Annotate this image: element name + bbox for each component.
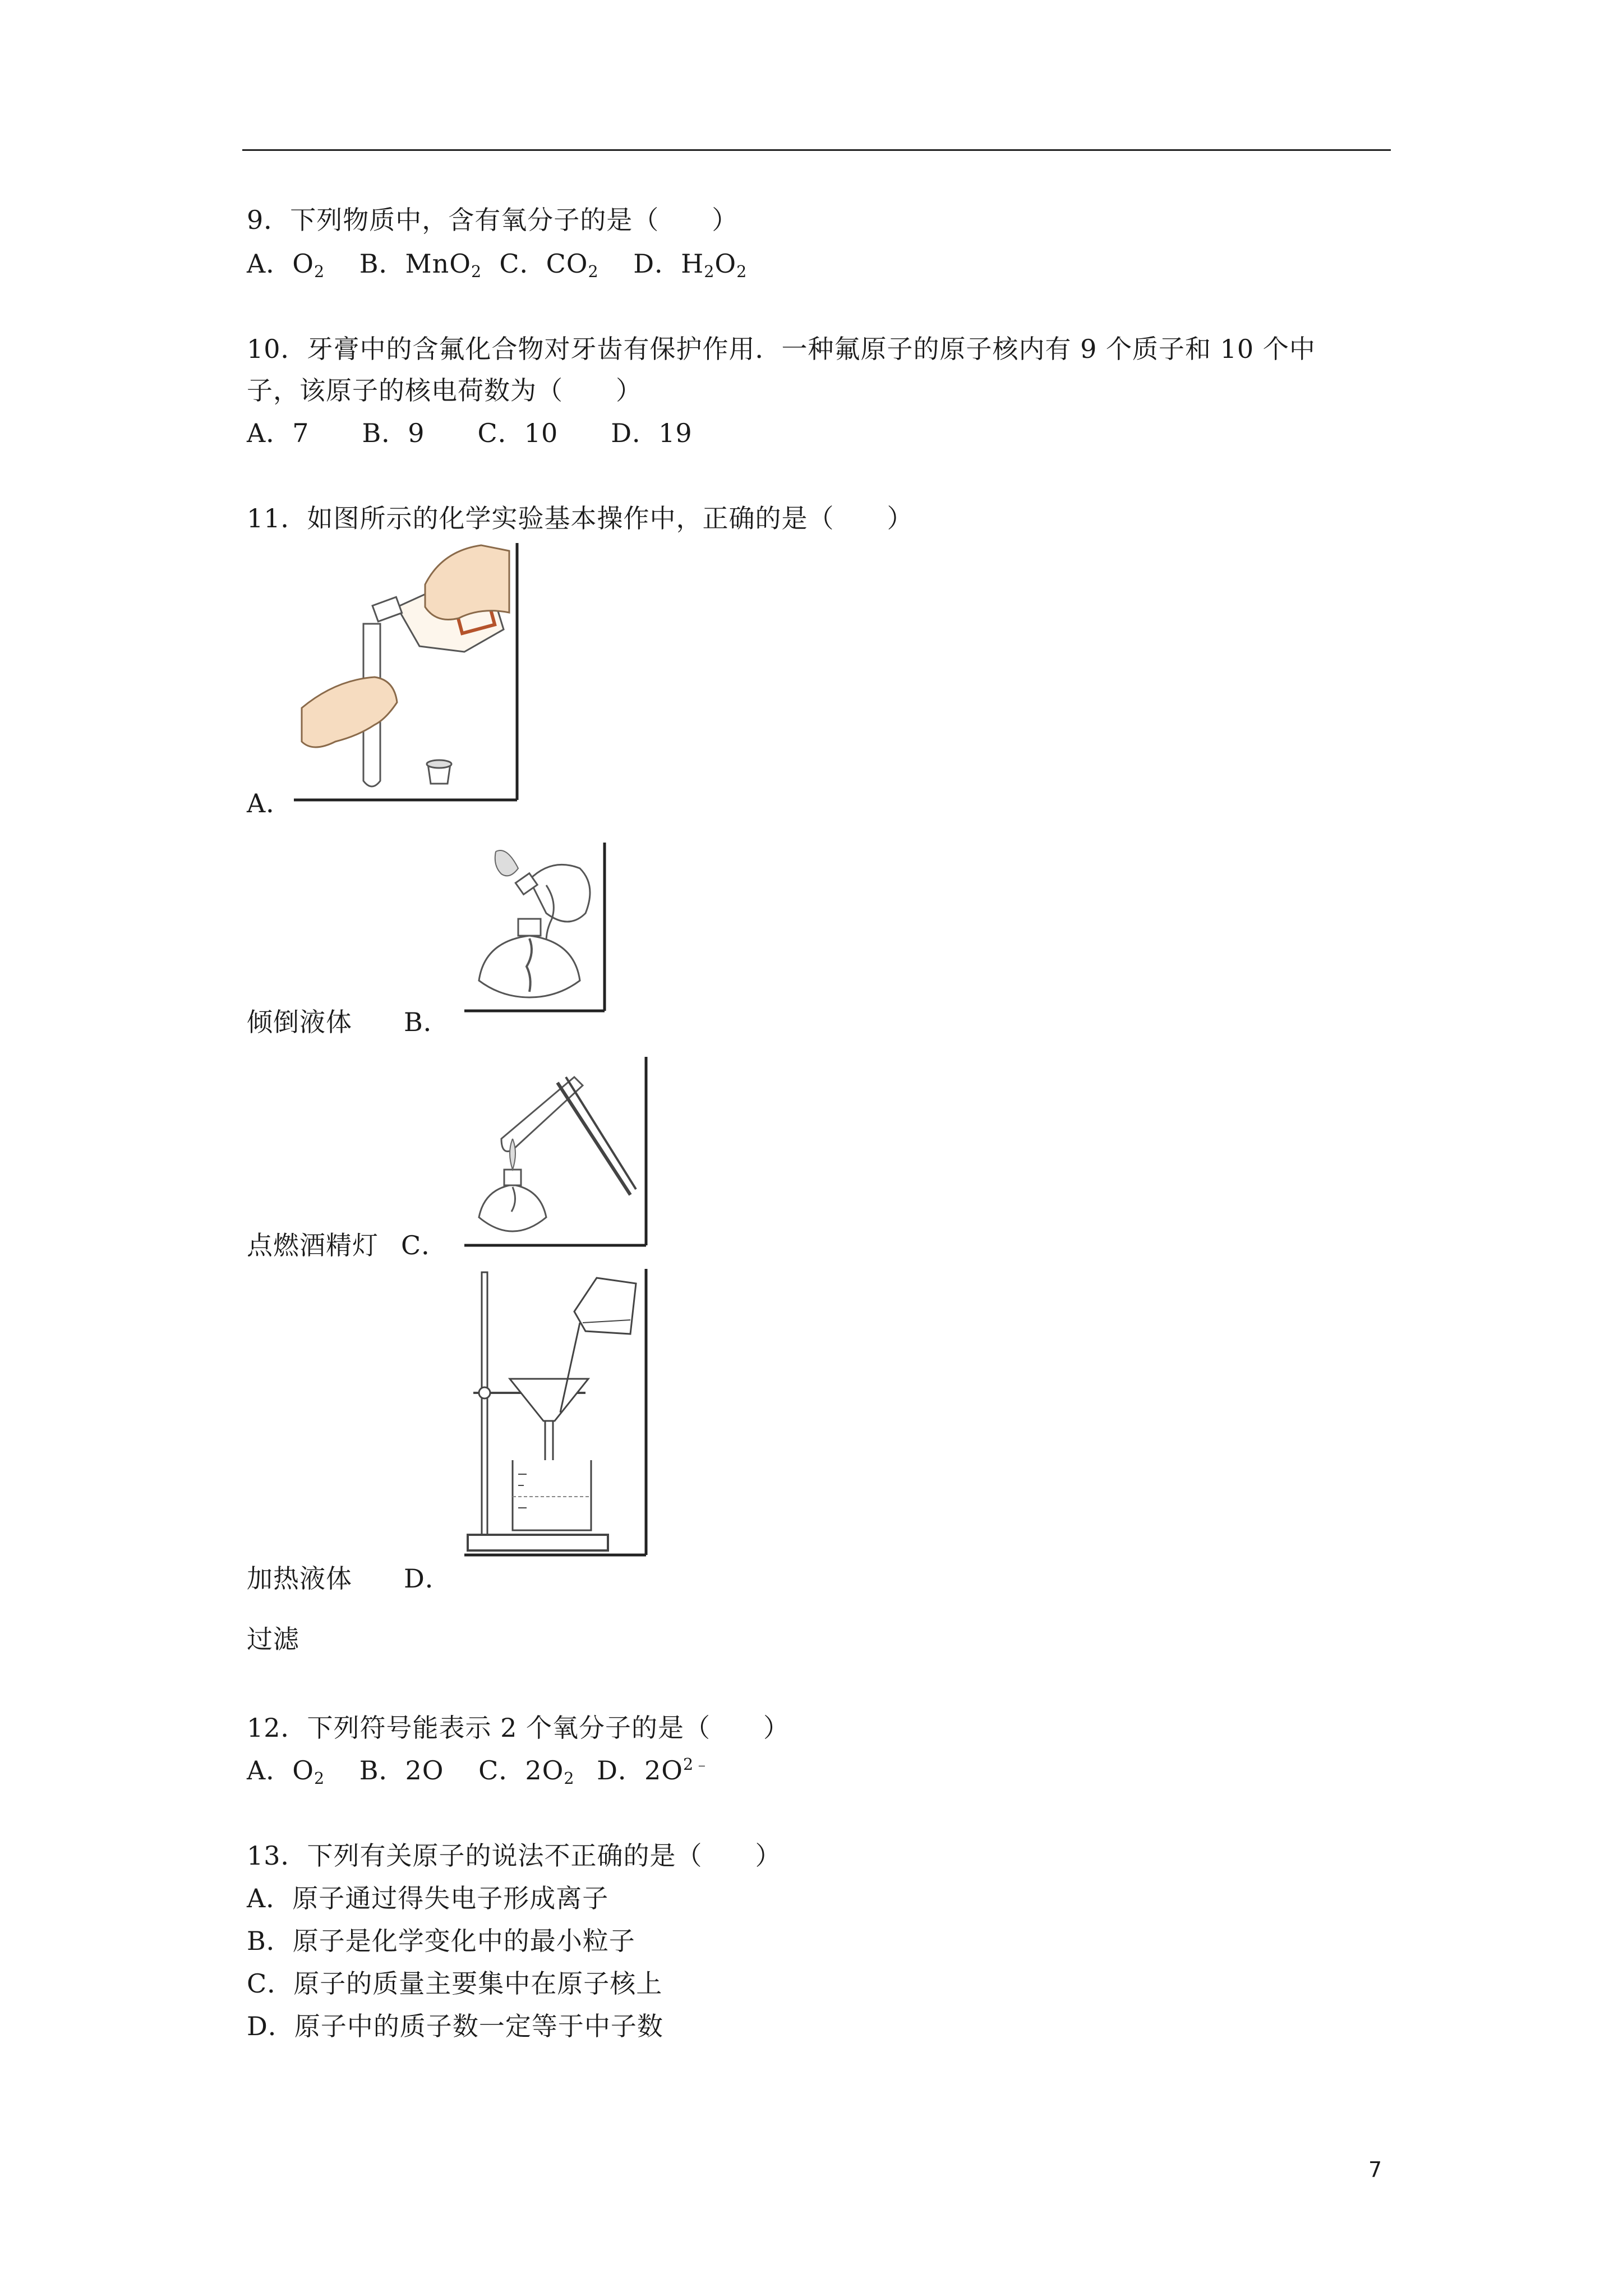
q12-options [247, 1754, 711, 1787]
q11-label-b: B． [404, 1007, 450, 1037]
q12-stem: 12．下列符号能表示 2 个氧分子的是（ ） [247, 1713, 790, 1743]
q9-option-c: C．$CO_2$ [499, 249, 599, 281]
q11-caption-a: 倾倒液体 B． [247, 1007, 450, 1037]
q9-options [247, 247, 747, 280]
figure-lighting-alcohol-lamp [462, 840, 609, 1014]
q13-option-a: A．原子通过得失电子形成离子 [247, 1883, 609, 1913]
q12-option-b: B．2O [359, 1755, 444, 1786]
q13-stem: 13．下列有关原子的说法不正确的是（ ） [247, 1841, 782, 1871]
q9-option-a: A．$O_2$ [247, 249, 325, 281]
q9-option-d: D．$H_2O_2$ [633, 249, 748, 281]
q9-option-b: B．MnO$_2$ [359, 249, 482, 281]
q10-options: A．7 B．9 C．10 D．19 [247, 418, 693, 448]
q12-option-a: A．$O_2$ [247, 1755, 325, 1788]
q11-caption-b: 点燃酒精灯 C． [247, 1230, 448, 1260]
page-number: 7 [1368, 2157, 1382, 2182]
q13-option-b: B．原子是化学变化中的最小粒子 [247, 1926, 635, 1956]
q12-option-d: D．$2O^{2﹣}$ [597, 1755, 711, 1786]
q11-caption-c: 加热液体 D． [247, 1563, 451, 1594]
q11-label-a: A． [247, 788, 293, 818]
q11-caption-d: 过滤 [247, 1624, 299, 1654]
q10-stem-line1: 10．牙膏中的含氟化合物对牙齿有保护作用．一种氟原子的原子核内有 9 个质子和 10 个中 [247, 334, 1316, 364]
q11-stem: 11．如图所示的化学实验基本操作中，正确的是（ ） [247, 503, 914, 533]
q13-option-c: C．原子的质量主要集中在原子核上 [247, 1968, 663, 1999]
figure-filtration [462, 1267, 651, 1558]
q13-option-d: D．原子中的质子数一定等于中子数 [247, 2011, 663, 2041]
q11-label-c: C． [401, 1230, 448, 1260]
q11-label-d: D． [404, 1563, 451, 1594]
figure-heating-liquid [462, 1055, 651, 1249]
figure-pouring-liquid [291, 540, 522, 803]
q10-stem-line2: 子，该原子的核电荷数为（ ） [247, 375, 642, 406]
header-rule [242, 149, 1391, 151]
q12-option-c: C．$2O_2$ [478, 1755, 575, 1788]
q9-stem: 9．下列物质中，含有氧分子的是（ ） [247, 205, 739, 235]
